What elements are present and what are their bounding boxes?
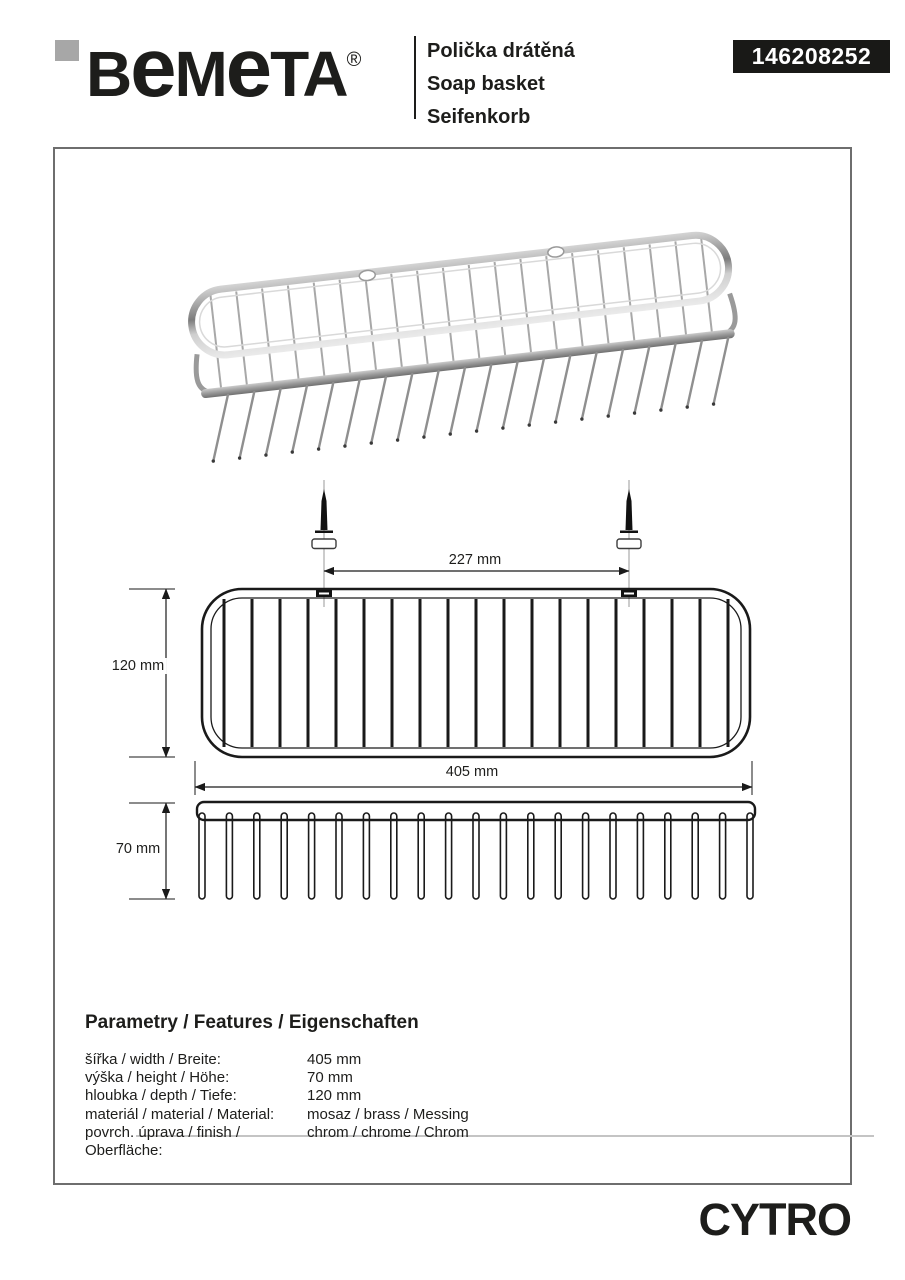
param-label: materiál / material / Material: [85,1105,275,1123]
logo-letter: A [302,38,347,110]
table-row [85,1124,469,1160]
logo-letter: M [174,38,226,110]
param-value: 120 mm [307,1087,362,1105]
brand-logo [86,21,362,114]
product-code-badge [733,40,890,73]
table-row [85,1087,469,1105]
wall-tab-right [621,590,637,597]
table-row [85,1106,469,1124]
param-value: 405 mm [307,1051,362,1068]
collection-name: CYTRO [698,1194,851,1245]
product-title-cs: Polička drátěná [427,40,575,62]
table-row [85,1051,469,1069]
dim-label-120mm: 120 mm [109,658,167,674]
registered-trademark-icon: ® [346,49,362,71]
param-label: hloubka / depth / Tiefe: [85,1087,237,1105]
wall-tab-left [316,590,332,597]
table-row [85,1069,469,1087]
front-view-drawing [129,802,755,899]
parameters-heading: Parametry / Features / Eigenschaften [85,1012,419,1033]
product-code: 146208252 [751,43,872,69]
brand-logo-text [86,21,347,114]
product-title-de: Seifenkorb [427,106,531,128]
logo-letter: e [130,21,175,114]
param-label: povrch. úprava / finish / Oberfläche: [85,1123,241,1160]
product-titles [427,35,575,134]
logo-letter: B [86,38,131,110]
param-label: výška / height / Höhe: [85,1069,230,1087]
param-label: šířka / width / Breite: [85,1051,221,1068]
product-photo [187,228,745,464]
top-view-drawing [129,589,752,795]
dim-label-70mm: 70 mm [113,841,163,857]
logo-letter: T [270,38,303,110]
logo-letter: e [225,21,271,114]
header-divider [414,36,416,119]
param-value: mosaz / brass / Messing [307,1105,469,1123]
logo-square-icon [55,40,79,61]
param-value: chrom / chrome / Chrom [307,1123,469,1141]
product-title-en: Soap basket [427,73,545,95]
parameters-table [85,1051,469,1160]
dim-label-405mm: 405 mm [443,764,501,780]
param-value: 70 mm [307,1069,353,1087]
dim-label-227mm: 227 mm [446,552,504,568]
mounting-hole-right [547,246,564,258]
